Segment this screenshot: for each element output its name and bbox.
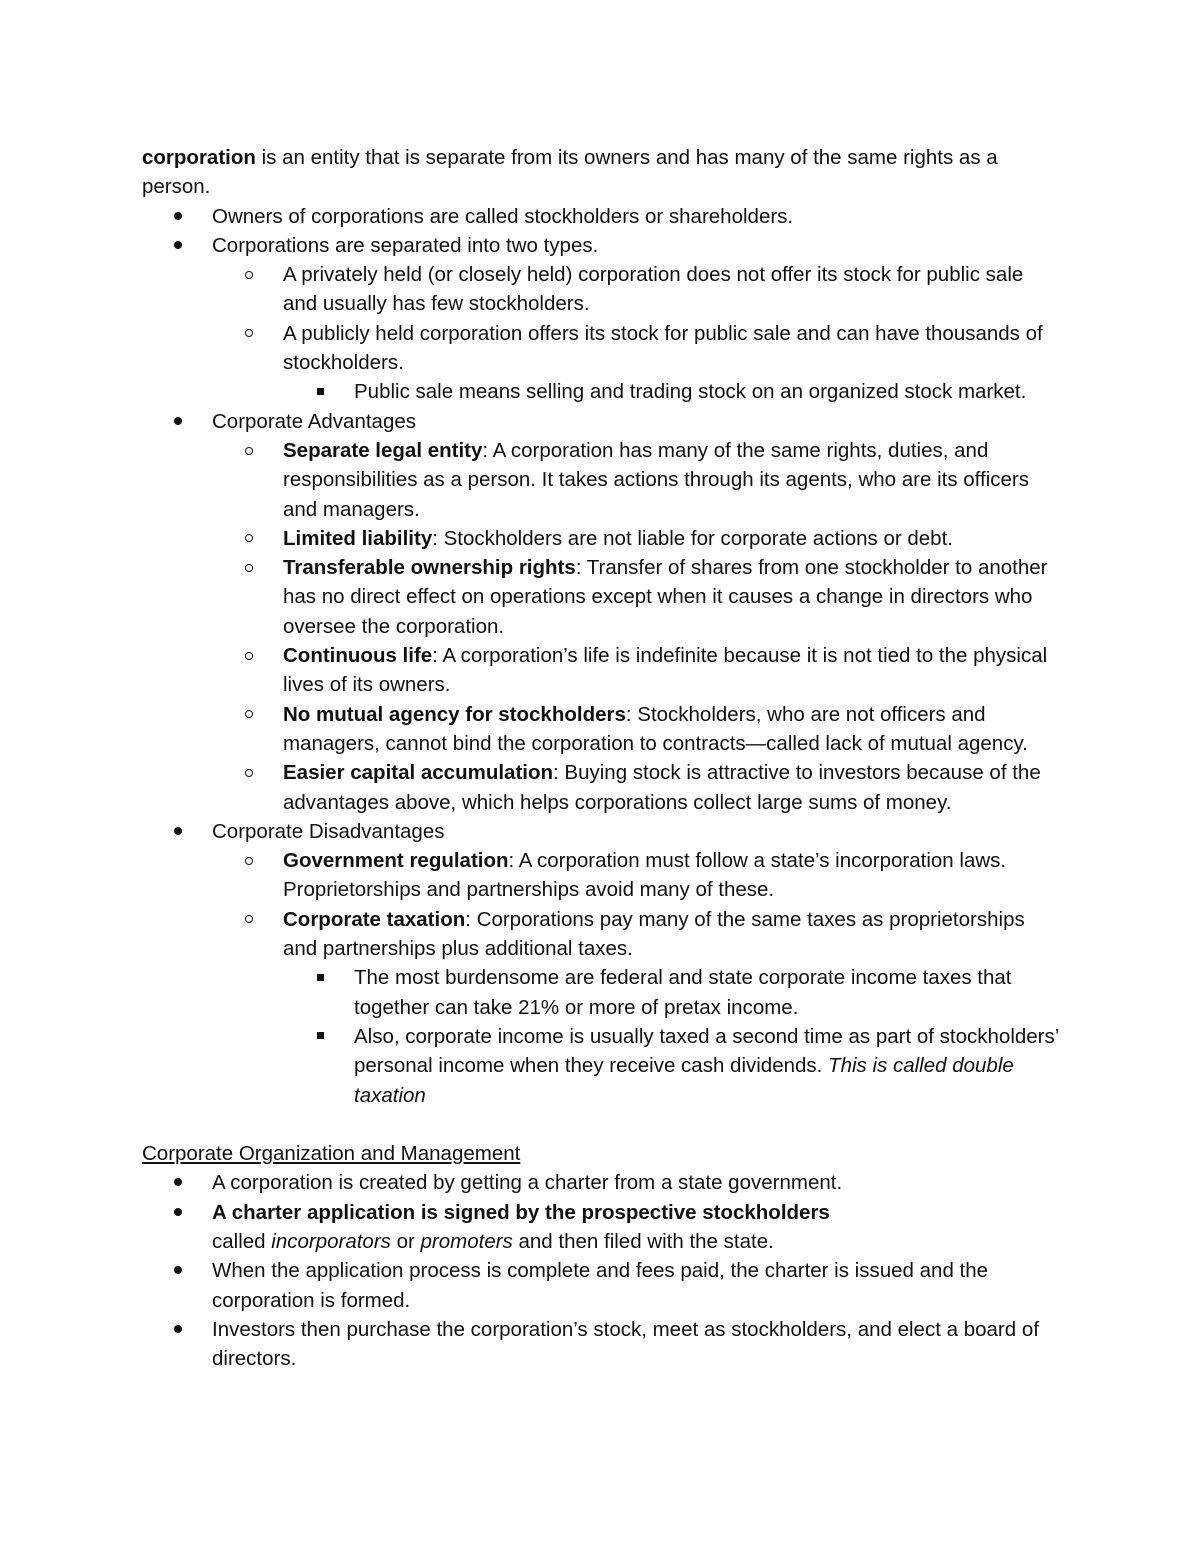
list-item-owners — [142, 202, 1062, 231]
bullet-icon — [168, 407, 188, 436]
double-taxation-note: This is called double taxation — [354, 1054, 1014, 1107]
bullet-icon — [168, 817, 188, 846]
incorporators-term: incorporators — [271, 1229, 391, 1253]
disadvantage-text: : A corporation must follow a state’s incorporation laws. Proprietorships and partnerships avoid many of these. — [283, 849, 1007, 902]
disadvantage-item-regulation — [142, 846, 1062, 905]
advantage-term: No mutual agency for stockholders — [283, 702, 626, 726]
section-heading: Corporate Organization and Management — [142, 1142, 521, 1166]
org-text: When the application process is complete and fees paid, the charter is issued and the corporation is formed. — [212, 1259, 989, 1312]
advantage-term: Transferable ownership rights — [283, 556, 576, 580]
private-text: A privately held (or closely held) corporation does not offer its stock for public sale and usually has few stockholders. — [283, 263, 1024, 316]
bullet-icon — [168, 1256, 188, 1285]
square-bullet-icon — [310, 963, 330, 992]
org-item — [142, 1168, 1062, 1197]
circle-bullet-icon — [239, 641, 259, 670]
advantage-item — [142, 641, 1062, 700]
square-bullet-icon — [310, 377, 330, 406]
bullet-icon — [168, 1168, 188, 1197]
advantage-term: Easier capital accumulation — [283, 761, 554, 785]
org-item — [142, 1198, 1062, 1257]
advantage-item — [142, 524, 1062, 553]
owners-text: Owners of corporations are called stockholders or shareholders. — [212, 204, 794, 228]
public-sale-text: Public sale means selling and trading stock on an organized stock market. — [354, 380, 1027, 404]
intro-term: corporation — [142, 146, 256, 169]
disadvantages-label: Corporate Disadvantages — [212, 819, 445, 843]
taxation-sub-text: The most burdensome are federal and state corporate income taxes that together can take 21% or more of pretax income. — [354, 966, 1012, 1019]
advantage-item — [142, 700, 1062, 759]
advantage-text: : Buying stock is attractive to investors because of the advantages above, which helps corporations collect large sums of money. — [283, 761, 1041, 814]
intro-paragraph — [142, 143, 1062, 202]
disadvantage-text: : Corporations pay many of the same taxes as proprietorships and partnerships plus additional taxes. — [283, 907, 1025, 961]
org-text: Investors then purchase the corporation’s stock, meet as stockholders, and elect a board of directors. — [212, 1317, 1039, 1371]
org-item — [142, 1256, 1062, 1315]
advantage-item — [142, 553, 1062, 641]
circle-bullet-icon — [239, 436, 259, 465]
circle-bullet-icon — [239, 553, 259, 582]
advantage-text: : Stockholders are not liable for corporate actions or debt. — [432, 526, 953, 550]
advantage-text: : Stockholders, who are not officers and managers, cannot bind the corporation to contracts—called lack of mutual agency. — [283, 702, 1028, 755]
list-item-disadvantages — [142, 817, 1062, 846]
org-text: and then filed with the state. — [512, 1229, 774, 1253]
bullet-icon — [168, 1315, 188, 1344]
circle-bullet-icon — [239, 260, 259, 289]
square-bullet-icon — [310, 1022, 330, 1051]
org-item — [142, 1315, 1062, 1374]
org-text: or — [390, 1229, 421, 1253]
bullet-icon — [168, 202, 188, 231]
taxation-sub-item — [142, 963, 1062, 1022]
advantage-item — [142, 436, 1062, 524]
bullet-icon — [168, 231, 188, 260]
list-item-advantages — [142, 407, 1062, 436]
disadvantage-item-taxation — [142, 905, 1062, 964]
circle-bullet-icon — [239, 758, 259, 787]
advantage-item — [142, 758, 1062, 817]
list-item-public-sale — [142, 377, 1062, 406]
circle-bullet-icon — [239, 524, 259, 553]
advantage-term: Continuous life — [283, 644, 433, 668]
advantage-term: Limited liability — [283, 526, 433, 550]
disadvantage-term: Corporate taxation — [283, 907, 466, 931]
advantage-text: : Transfer of shares from one stockholder to another has no direct effect on operations except when it causes a change in directors who oversee the corporation. — [283, 556, 1048, 638]
document-body — [142, 143, 1062, 1373]
disadvantage-term: Government regulation — [283, 849, 509, 873]
list-item-public — [142, 319, 1062, 378]
taxation-sub-item — [142, 1022, 1062, 1110]
bullet-icon — [168, 1198, 188, 1227]
circle-bullet-icon — [239, 319, 259, 348]
taxation-sub-text: Also, corporate income is usually taxed a second time as part of stockholders’ personal income when they receive cash dividends. — [354, 1024, 1059, 1078]
org-text: A corporation is created by getting a charter from a state government. — [212, 1171, 843, 1195]
public-text: A publicly held corporation offers its stock for public sale and can have thousands of stockholders. — [283, 321, 1043, 375]
advantages-label: Corporate Advantages — [212, 409, 416, 433]
org-text: called — [212, 1229, 272, 1253]
circle-bullet-icon — [239, 905, 259, 934]
circle-bullet-icon — [239, 846, 259, 875]
list-item-private — [142, 260, 1062, 319]
advantage-text: : A corporation’s life is indefinite because it is not tied to the physical lives of its owners. — [283, 644, 1048, 697]
types-label: Corporations are separated into two types. — [212, 233, 599, 257]
promoters-term: promoters — [420, 1229, 513, 1253]
intro-text: is an entity that is separate from its owners and has many of the same rights as a person. — [142, 146, 998, 199]
advantage-term: Separate legal entity — [283, 438, 483, 462]
list-item-types — [142, 231, 1062, 260]
org-bold-text: A charter application is signed by the prospective stockholders — [212, 1200, 830, 1224]
circle-bullet-icon — [239, 700, 259, 729]
advantage-text: : A corporation has many of the same rights, duties, and responsibilities as a person. It takes actions through its agents, who are its officers and managers. — [283, 438, 1029, 521]
